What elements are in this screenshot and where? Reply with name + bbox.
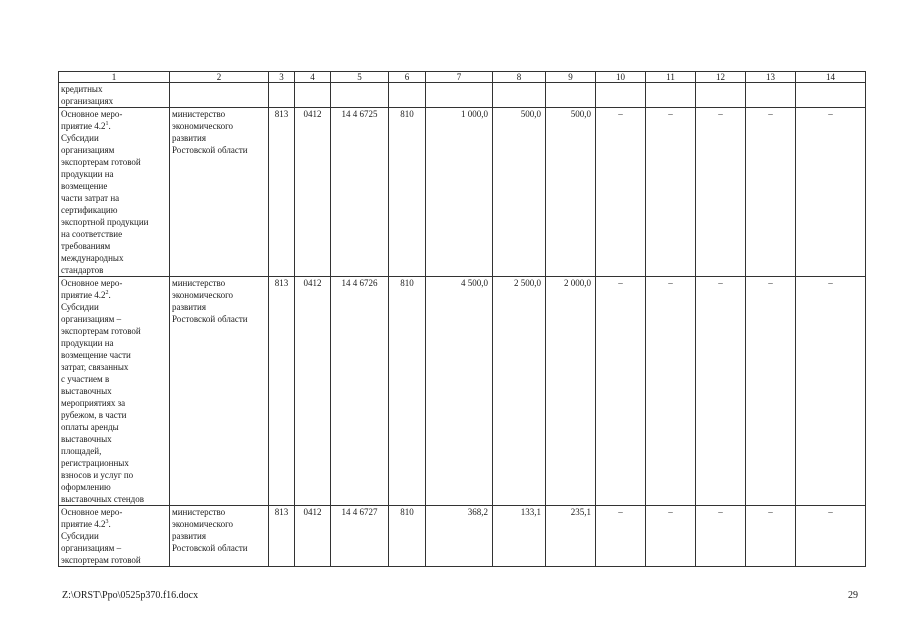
column-header: 1	[59, 72, 170, 83]
year-value: –	[796, 506, 866, 567]
column-header: 11	[646, 72, 696, 83]
year-value: 235,1	[546, 506, 596, 567]
measure-superscript: 2	[105, 290, 109, 296]
column-header: 5	[331, 72, 389, 83]
column-header: 8	[493, 72, 546, 83]
target-article-code: 14 4 6726	[331, 277, 389, 506]
year-value: 500,0	[546, 108, 596, 277]
year-value: 500,0	[493, 108, 546, 277]
year-value: 2 500,0	[493, 277, 546, 506]
table-row	[59, 108, 866, 277]
column-header: 9	[546, 72, 596, 83]
year-value: –	[646, 277, 696, 506]
total-value: 368,2	[426, 506, 493, 567]
year-value: –	[696, 277, 746, 506]
measure-name-cell	[59, 506, 170, 567]
column-number-row	[59, 72, 866, 83]
total-value: 4 500,0	[426, 277, 493, 506]
executor-cell: министерство экономического развития Ростовской области	[170, 277, 269, 506]
measure-name-cell	[59, 277, 170, 506]
column-header: 10	[596, 72, 646, 83]
target-article-code: 14 4 6727	[331, 506, 389, 567]
column-header: 3	[269, 72, 295, 83]
grbs-code: 813	[269, 506, 295, 567]
column-header: 13	[746, 72, 796, 83]
expense-type-code: 810	[389, 506, 426, 567]
target-article-code: 14 4 6725	[331, 108, 389, 277]
year-value: –	[646, 506, 696, 567]
year-value: –	[746, 506, 796, 567]
executor-cell: министерство экономического развития Ростовской области	[170, 108, 269, 277]
expense-type-code: 810	[389, 108, 426, 277]
year-value: –	[796, 277, 866, 506]
year-value: –	[796, 108, 866, 277]
footer-file-path: Z:\ORST\Ppo\0525p370.f16.docx	[62, 590, 199, 601]
table-row	[59, 506, 866, 567]
column-header: 14	[796, 72, 866, 83]
section-code: 0412	[295, 506, 331, 567]
page-number: 29	[848, 590, 858, 601]
grbs-code: 813	[269, 108, 295, 277]
year-value: –	[596, 108, 646, 277]
column-header: 12	[696, 72, 746, 83]
budget-table	[58, 71, 866, 567]
page-bottom-margin	[0, 580, 905, 640]
measure-superscript: 3	[105, 519, 109, 525]
measure-name-cell	[59, 108, 170, 277]
year-value: –	[646, 108, 696, 277]
measure-description: . Субсидии организациям – экспортерам готовой продукции на возмещение части затрат, связанных с участием в выставочных мероприятиях за рубежом, в части оплаты аренды выставочных площадей, регистрационных взносов и услуг по оформлению выставочных стендов	[61, 290, 144, 504]
column-header: 6	[389, 72, 426, 83]
year-value: –	[696, 506, 746, 567]
continuation-row	[59, 83, 866, 108]
measure-description: . Субсидии организациям – экспортерам готовой	[61, 519, 141, 565]
expense-type-code: 810	[389, 277, 426, 506]
year-value: –	[596, 277, 646, 506]
grbs-code: 813	[269, 277, 295, 506]
section-code: 0412	[295, 108, 331, 277]
column-header: 4	[295, 72, 331, 83]
measure-description: . Субсидии организациям экспортерам готовой продукции на возмещение части затрат на сертификацию экспортной продукции на соответствие требованиям международных стандартов	[61, 121, 149, 275]
column-header: 7	[426, 72, 493, 83]
year-value: 133,1	[493, 506, 546, 567]
measure-name: Основное меро- приятие 4.2	[61, 507, 123, 529]
executor-cell: министерство экономического развития Ростовской области	[170, 506, 269, 567]
year-value: –	[746, 277, 796, 506]
measure-name: Основное меро- приятие 4.2	[61, 109, 123, 131]
year-value: –	[596, 506, 646, 567]
year-value: 2 000,0	[546, 277, 596, 506]
measure-superscript: 1	[105, 121, 109, 127]
year-value: –	[746, 108, 796, 277]
year-value: –	[696, 108, 746, 277]
section-code: 0412	[295, 277, 331, 506]
table-row	[59, 277, 866, 506]
total-value: 1 000,0	[426, 108, 493, 277]
measure-name: Основное меро- приятие 4.2	[61, 278, 123, 300]
continuation-text: кредитных организациях	[59, 83, 170, 108]
column-header: 2	[170, 72, 269, 83]
